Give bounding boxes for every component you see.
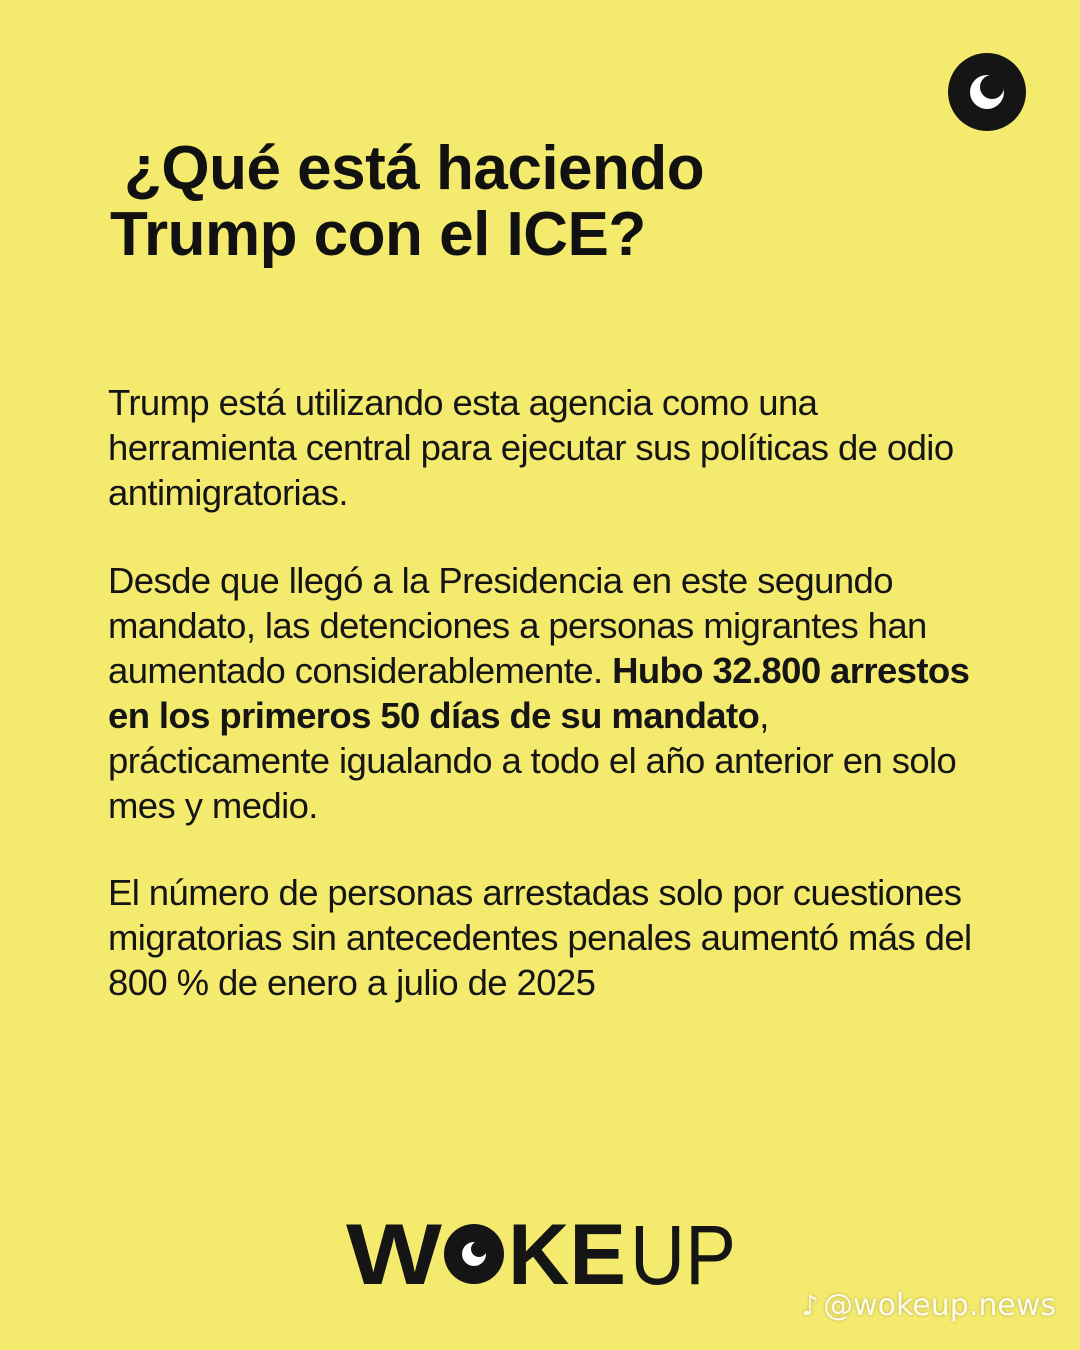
- title-line-1: ¿Qué está haciendo: [124, 134, 705, 203]
- tiktok-icon: ♪: [801, 1289, 820, 1322]
- wordmark-ke: KE: [508, 1218, 626, 1290]
- paragraph-1: Trump está utilizando esta agencia como una herramienta central para ejecutar sus políticas de odio antimigratorias.: [108, 382, 954, 513]
- brand-badge: [948, 53, 1026, 131]
- paragraph-2-outro: , prácticamente igualando a todo el año anterior en solo mes y medio.: [108, 695, 957, 826]
- wordmark-up: UP: [630, 1218, 736, 1290]
- page-title: [110, 136, 930, 268]
- paragraph-3: El número de personas arrestadas solo por cuestiones migratorias sin antecedentes penales aumentó más del 800 % de enero a julio de 2025: [108, 872, 972, 1003]
- wokeup-wordmark: [346, 1218, 746, 1290]
- paragraph-2-highlight: Hubo 32.800 arrestos en los primeros 50 días de su mandato: [108, 650, 970, 736]
- title-line-2: Trump con el ICE?: [110, 200, 646, 269]
- tiktok-watermark: [801, 1288, 1056, 1323]
- paragraph-2-intro: Desde que llegó a la Presidencia en este segundo mandato, las detenciones a personas migrantes han aumentado considerablemente.: [108, 560, 927, 691]
- paragraph-2: [108, 558, 988, 828]
- wordmark-w: W: [346, 1218, 443, 1290]
- eye-crescent-icon: [948, 53, 1026, 131]
- watermark-handle: @wokeup.news: [823, 1288, 1056, 1323]
